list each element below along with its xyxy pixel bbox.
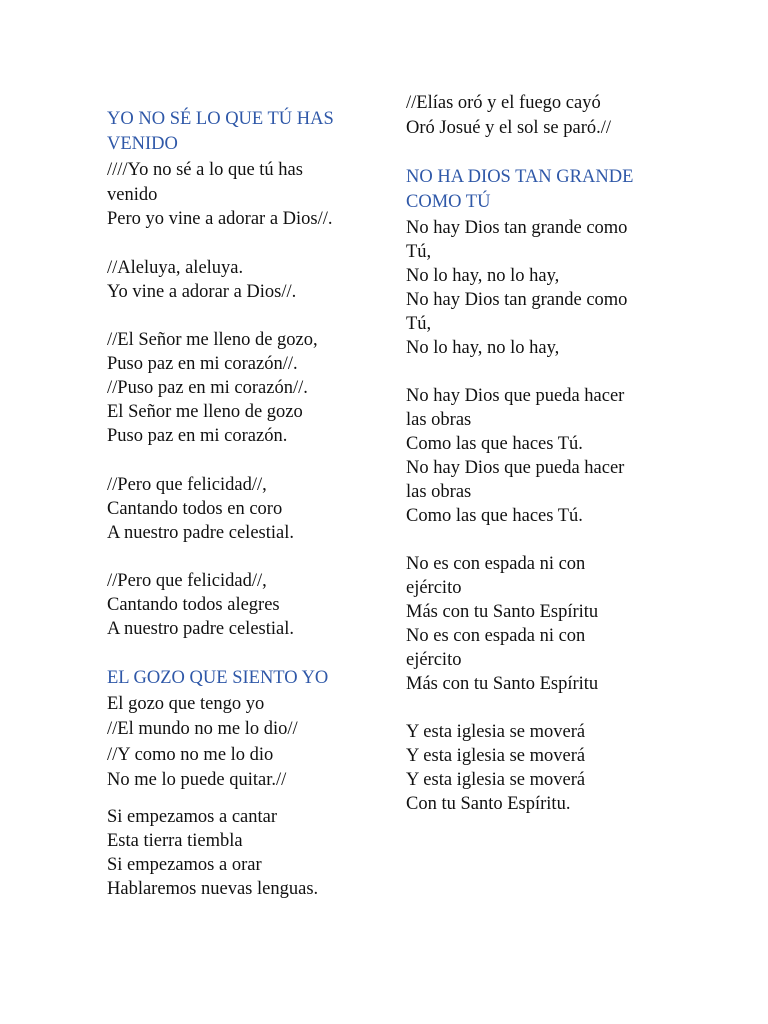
lyric-line: Y esta iglesia se moverá [406,722,586,742]
lyric-line: Si empezamos a cantar [107,807,278,827]
lyric-line: venido [107,185,158,205]
lyric-line: Puso paz en mi corazón. [107,426,288,446]
song-title: COMO TÚ [406,192,491,212]
lyric-line: Como las que haces Tú. [406,434,583,454]
song-title: NO HA DIOS TAN GRANDE [406,167,634,187]
lyric-line: //Pero que felicidad//, [107,475,267,495]
lyric-line: //El Señor me lleno de gozo, [107,330,318,350]
lyric-line: Como las que haces Tú. [406,506,583,526]
song-title: YO NO SÉ LO QUE TÚ HAS [107,109,334,129]
lyric-line: El Señor me lleno de gozo [107,402,303,422]
lyric-line: El gozo que tengo yo [107,694,265,714]
lyric-line: No me lo puede quitar.// [107,770,287,790]
lyric-line: ////Yo no sé a lo que tú has [107,160,303,180]
lyric-line: //Pero que felicidad//, [107,571,267,591]
lyric-line: Esta tierra tiembla [107,831,243,851]
lyric-line: No hay Dios tan grande como [406,218,628,238]
lyric-line: Pero yo vine a adorar a Dios//. [107,209,333,229]
song-title: VENIDO [107,134,178,154]
lyric-line: Y esta iglesia se moverá [406,746,586,766]
lyric-line: Tú, [406,314,432,334]
lyric-line: Si empezamos a orar [107,855,262,875]
song-title: EL GOZO QUE SIENTO YO [107,668,329,688]
lyric-line: No hay Dios tan grande como [406,290,628,310]
lyric-line: Tú, [406,242,432,262]
lyric-line: //Aleluya, aleluya. [107,258,244,278]
lyric-line: A nuestro padre celestial. [107,619,294,639]
lyric-line: Puso paz en mi corazón//. [107,354,298,374]
lyric-line: Cantando todos alegres [107,595,280,615]
lyric-line: Oró Josué y el sol se paró.// [406,118,612,138]
lyric-line: No hay Dios que pueda hacer [406,386,625,406]
lyric-line: Y esta iglesia se moverá [406,770,586,790]
lyric-line: ejército [406,650,462,670]
lyric-line: Más con tu Santo Espíritu [406,602,599,622]
lyric-line: Cantando todos en coro [107,499,283,519]
lyric-line: No hay Dios que pueda hacer [406,458,625,478]
lyric-line: las obras [406,482,472,502]
lyric-line: las obras [406,410,472,430]
lyric-line: No es con espada ni con [406,554,586,574]
lyric-line: //Y como no me lo dio [107,745,274,765]
lyric-line: No lo hay, no lo hay, [406,338,560,358]
lyric-line: No lo hay, no lo hay, [406,266,560,286]
lyric-line: Hablaremos nuevas lenguas. [107,879,319,899]
lyric-line: Más con tu Santo Espíritu [406,674,599,694]
lyric-line: ejército [406,578,462,598]
lyric-line: No es con espada ni con [406,626,586,646]
lyric-line: A nuestro padre celestial. [107,523,294,543]
lyric-line: Con tu Santo Espíritu. [406,794,571,814]
lyric-line: //El mundo no me lo dio// [107,719,298,739]
lyric-line: Yo vine a adorar a Dios//. [107,282,297,302]
lyric-line: //Puso paz en mi corazón//. [107,378,308,398]
lyric-line: //Elías oró y el fuego cayó [406,93,601,113]
